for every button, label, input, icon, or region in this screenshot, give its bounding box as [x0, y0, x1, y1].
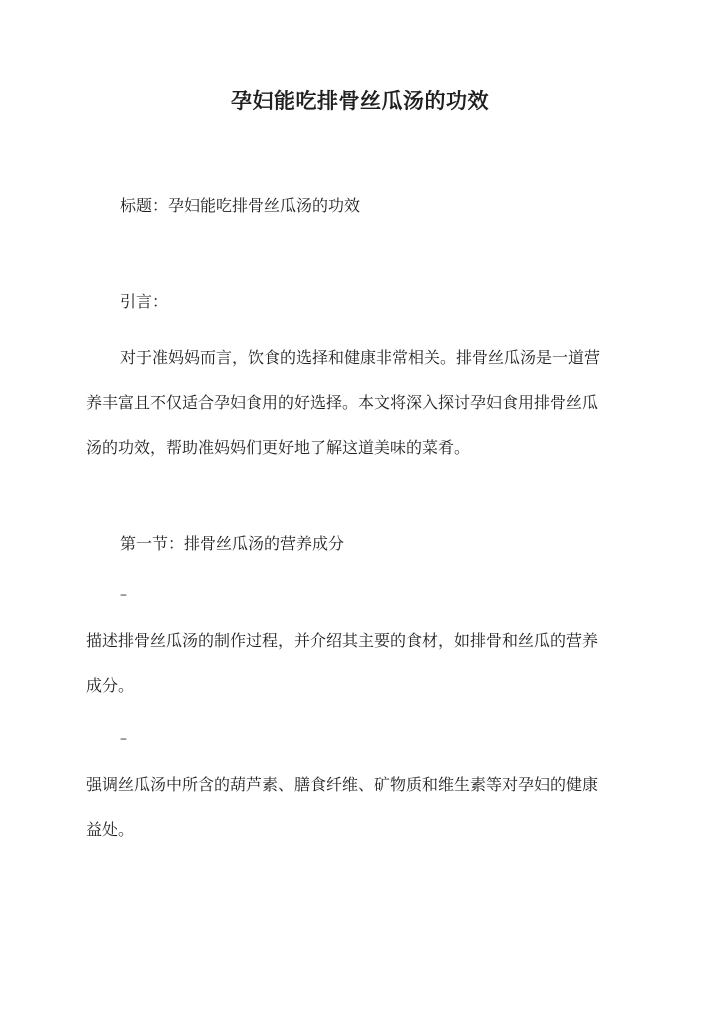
bullet-2-line-2: 益处。 — [86, 820, 135, 839]
bullet-1-marker: – — [120, 587, 127, 603]
document-title: 孕妇能吃排骨丝瓜汤的功效 — [231, 88, 489, 113]
intro-paragraph-line-2: 养丰富且不仅适合孕妇食用的好选择。本文将深入探讨孕妇食用排骨丝瓜 — [86, 393, 599, 412]
bullet-2-line-1: 强调丝瓜汤中所含的葫芦素、膳食纤维、矿物质和维生素等对孕妇的健康 — [86, 775, 599, 794]
intro-paragraph-line-1: 对于准妈妈而言，饮食的选择和健康非常相关。排骨丝瓜汤是一道营 — [120, 348, 601, 367]
bullet-2-marker: – — [120, 731, 127, 747]
intro-heading: 引言： — [120, 292, 169, 311]
title-label-line: 标题：孕妇能吃排骨丝瓜汤的功效 — [120, 196, 361, 215]
intro-paragraph-line-3: 汤的功效，帮助准妈妈们更好地了解这道美味的菜肴。 — [86, 438, 471, 457]
section-1-heading: 第一节：排骨丝瓜汤的营养成分 — [120, 534, 345, 553]
bullet-1-line-1: 描述排骨丝瓜汤的制作过程，并介绍其主要的食材，如排骨和丝瓜的营养 — [86, 631, 599, 650]
bullet-1-line-2: 成分。 — [86, 676, 135, 695]
